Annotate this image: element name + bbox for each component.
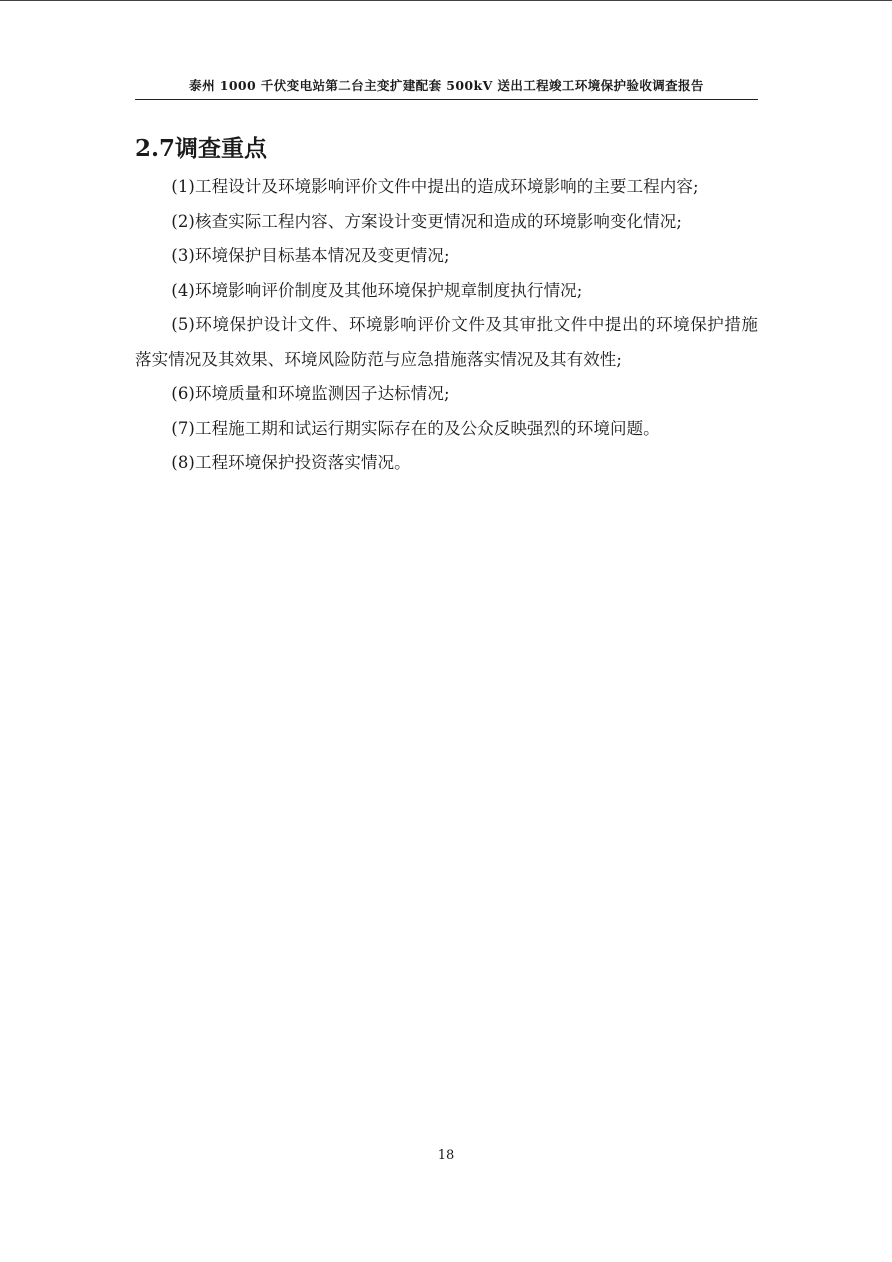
body-text: [135, 170, 758, 481]
paragraph-4: (4)环境影响评价制度及其他环境保护规章制度执行情况;: [171, 280, 583, 300]
page-number: 18: [437, 1148, 455, 1163]
paragraph-5: (5)环境保护设计文件、环境影响评价文件及其审批文件中提出的环境保护措施落实情况及其效果、环境风险防范与应急措施落实情况及其有效性;: [135, 315, 758, 369]
paragraph-1: (1)工程设计及环境影响评价文件中提出的造成环境影响的主要工程内容;: [171, 177, 699, 196]
paragraph-7: (7)工程施工期和试运行期实际存在的及公众反映强烈的环境问题。: [171, 418, 660, 438]
page-top-border: [0, 0, 892, 1]
paragraph-6: (6)环境质量和环境监测因子达标情况;: [171, 384, 450, 403]
paragraph-3: (3)环境保护目标基本情况及变更情况;: [171, 246, 450, 265]
running-header: 泰州 1000 千伏变电站第二台主变扩建配套 500kV 送出工程竣工环境保护验收调查报告: [189, 78, 704, 93]
paragraph-2: (2)核查实际工程内容、方案设计变更情况和造成的环境影响变化情况;: [171, 211, 683, 231]
section-heading: 2.7调查重点: [135, 135, 268, 162]
header-rule: [135, 99, 758, 100]
paragraph-8: (8)工程环境保护投资落实情况。: [171, 453, 411, 472]
